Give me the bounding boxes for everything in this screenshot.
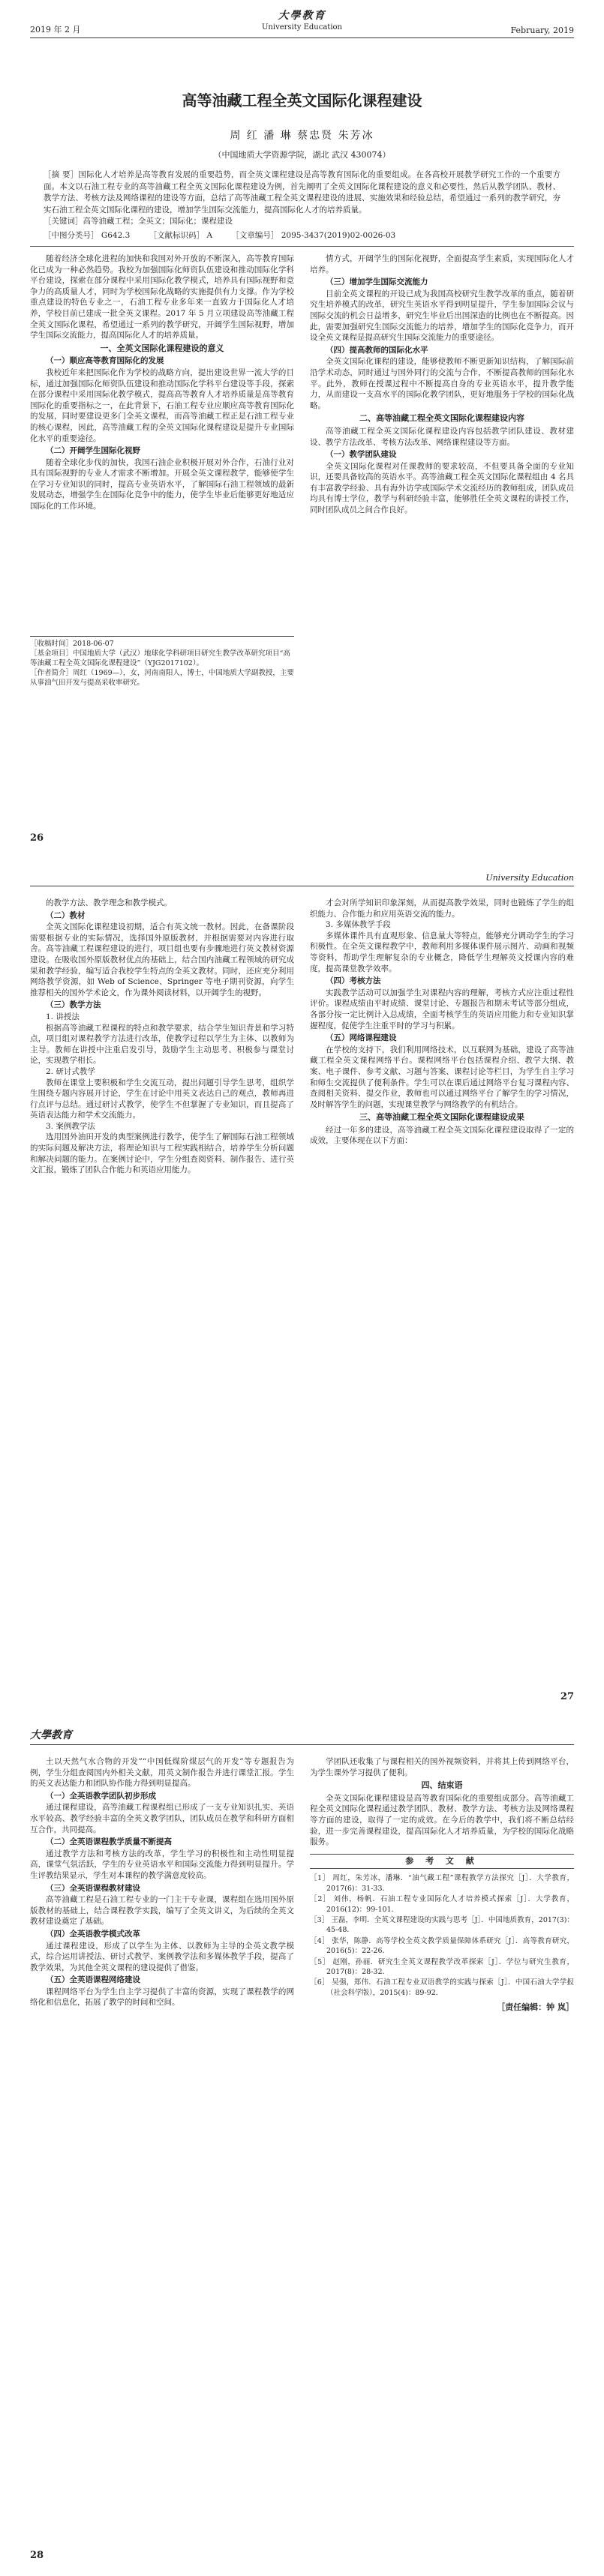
paragraph: 我校近年来把国际化作为学校的战略方向，提出建设世界一流大学的目标，通过加强国际化师资队伍建设和推动国际化学科平台建设等手段，探索在部分课程中采用国际化教学模式，提高高等教育人才培养质量是高等教育国际化的重要指标之一，在此背景下，石油工程专业应顺应高等教育国际化的发展，同时要建设更多门全英文课程，而高等油藏工程正是石油工程专业的核心课程，因此，高等油藏工程的全英文国际化课程建设是提升专业国际化水平的重要途径。 [30, 367, 294, 443]
section-heading: （一）全英语教学团队初步形成 [46, 1791, 156, 1801]
references-title: 参 考 文 献 [310, 1854, 574, 1870]
section-heading: （二）全英语课程教学质量不断提高 [46, 1837, 172, 1847]
column-right-body [310, 1756, 574, 1848]
paragraph: 实践教学活动可以加强学生对课程内容的理解，考核方式应注重过程性评价。课程成绩由平时成绩、课堂讨论、专题报告和期末考试等部分组成，各部分按一定比例计入总成绩，全面考核学生的英语应用能力和专业知识掌握程度，促使学生注重平时的学习与积累。 [310, 988, 574, 1030]
page-number: 27 [560, 1691, 574, 1702]
paragraph: 在学校的支持下，我们利用网络技术，以互联网为基础，建设了高等油藏工程全英文课程网络平台。课程网络平台包括课程介绍、教学大纲、教案、电子课件、参考文献、习题与答案、课程讨论等栏目，为学生自主学习和师生交流提供了便利条件。学生可以在课后通过网络平台复习课程内容、查阅相关资料、提交作业，教师也可以通过网络平台了解学生的学习情况，及时解答学生的问题，实现课堂教学与网络教学的有机结合。 [310, 1045, 574, 1109]
reference-item: ［4］ 张华，陈静．高等学校全英文教学质量保障体系研究［J］．高等教育研究，2016(5)：22-26． [310, 1936, 574, 1956]
article-authors: 周 红 潘 琳 蔡忠贤 朱芳冰 [230, 130, 374, 142]
keywords: ［关键词］高等油藏工程；全英文；国际化；课程建设 [44, 217, 233, 226]
received-date: ［收稿时间］2018-06-07 [30, 640, 114, 648]
section-heading: 四、结束语 [421, 1780, 463, 1791]
column-left [30, 1756, 294, 2008]
paragraph: 才会对所学知识印象深刻，从而提高教学效果，同时也锻炼了学生的组织能力、合作能力和应用英语交流的能力。 [310, 898, 574, 919]
column-right [310, 1756, 574, 2014]
reference-item: ［5］ 赵刚，孙丽．研究生全英文课程教学改革探索［J］．学位与研究生教育，2017(8)：28-32． [310, 1957, 574, 1976]
section-heading: 三、高等油藏工程全英文国际化课程建设成果 [359, 1112, 524, 1123]
column-left [30, 898, 294, 1176]
paragraph: 1. 讲授法 [46, 1012, 80, 1021]
paragraph: 课程网络平台为学生自主学习提供了丰富的资源，实现了课程教学的网络化和信息化，拓展了教学的时间和空间。 [30, 1987, 294, 2008]
paragraph: 高等油藏工程是石油工程专业的一门主干专业课，课程组在选用国外原版教材的基础上，结合课程教学实践，编写了全英文讲义，为后续的全英文教材建设奠定了基础。 [30, 1895, 294, 1927]
paragraph: 随着全球化步伐的加快，我国石油企业积极开展对外合作，石油行业对具有国际视野的专业人才需求不断增加。开展全英文课程教学，能够使学生在学习专业知识的同时，提高专业英语水平，了解国际石油工程领域的最新发展动态，增强学生在国际化竞争中的能力，使学生毕业后能够更好地适应国际化的工作环境。 [30, 457, 294, 511]
paragraph: 目前全英文课程的开设已成为我国高校研究生教学改革的重点，随着研究生培养模式的改革，研究生英语水平得到明显提升，学生参加国际会议与国际交流的机会日益增多，研究生毕业后出国深造的比例也在不断提高。因此，需要加强研究生国际交流能力的培养，增加学生的国际化竞争力，而开设全英文课程是提高研究生国际交流能力的重要途径。 [310, 289, 574, 343]
paragraph: 全英文国际化课程建设初期，适合有英文统一教材。因此，在备课阶段需要根据专业的实际情况，选择国外原版教材，并根据需要对内容进行取舍。高等油藏工程课程建设的进行，项目组也要有步骤地进行英文教材资源建设。在吸收国外原版教材优点的基础上，结合国内油藏工程领域的研究成果和教学经验，编写适合我校学生特点的全英文教材。同时，还应充分利用网络教学资源，如 Web of Science、Springer 等电子期刊资源，向学生推荐相关的国外学术论文，作为课外阅读材料，以开阔学生的视野。 [30, 922, 294, 997]
column-left [30, 253, 294, 512]
page-2 [0, 859, 604, 1717]
section-heading: 二、高等油藏工程全英文国际化课程建设内容 [359, 413, 524, 424]
section-heading: （五）网络课程建设 [326, 1033, 397, 1043]
page-header [30, 869, 574, 886]
paragraph: 的教学方法、教学理念和教学模式。 [46, 898, 172, 907]
article-number: ［文章编号］ 2095-3437(2019)02-0026-03 [231, 231, 396, 240]
paragraph: 通过教学方法和考核方法的改革，学生学习的积极性和主动性明显提高，课堂气氛活跃，学生的专业英语水平和国际交流能力得到明显提升。学生评教结果显示，学生对本课程的教学满意度较高。 [30, 1849, 294, 1880]
page-header [30, 1728, 574, 1745]
section-heading: （四）全英语教学模式改革 [46, 1929, 140, 1939]
abstract-text: ［摘 要］国际化人才培养是高等教育发展的重要趋势，而全英文课程建设是高等教育国际化的重要组成。在各高校开展教学研究工作的一个重要方面。本文以石油工程专业的高等油藏工程全英文国际化课程建设为例，首先阐明了全英文国际化课程建设的意义和必要性，然后从教学团队、教材、教学方法、考核方法及网络课程的建设等方面，总结了高等油藏工程全英文课程建设的进展、实施效果和经验总结，希望通过一系列的教学研究，夯实石油工程全英文国际化课程的建设，增加学生国际交流能力，提高国际化人才的培养质量。 [44, 170, 560, 214]
article-meta [44, 229, 560, 241]
paragraph: 教师在课堂上要积极和学生交流互动，提出问题引导学生思考，组织学生围绕专题内容展开讨论，学生在讨论中用英文表达自己的观点，教师再进行点评与总结。通过研讨式教学，使学生不但掌握了专业知识，而且提高了英语表达能力和学术交流能力。 [30, 1078, 294, 1120]
paragraph: 2. 研讨式教学 [46, 1066, 95, 1076]
divider [30, 246, 574, 247]
paragraph: 3. 多媒体教学手段 [326, 920, 391, 930]
section-heading: （四）考核方法 [326, 976, 381, 986]
paragraph: 随着经济全球化进程的加快和我国对外开放的不断深入，高等教育国际化已成为一种必然趋势。我校为加强国际化师资队伍建设和推动国际化学科平台建设，探索在部分课程中采用国际化教学模式，培养具有国际视野和竞争力的高质量人才，同时为学校国际化战略的实施提供有力支撑。作为学校重点建设的特色专业之一，石油工程专业多年来一直致力于国际化人才培养，学校目前已建成一批全英文课程。2017 年 5 月立项建设高等油藏工程全英文国际化课程，希望通过一系列的教学研究，开阔学生国际视野，增加学生国际交流能力，提高国际化人才的培养质量。 [30, 254, 294, 340]
journal-logo: 大學教育 University Education [262, 10, 342, 31]
column-right [310, 253, 574, 516]
page-3 [0, 1717, 604, 2576]
paragraph: 全英文国际化课程的建设，能够使教师不断更新知识结构，了解国际前沿学术动态，同时通过与国外同行的交流与合作，不断提高教师的国际化水平。此外，教师在授课过程中不断提高自身的专业英语水平，提升教学能力，从而建设一支高水平的国际化教学团队，更好地服务于学校的国际化战略。 [310, 357, 574, 410]
paragraph: 通过课程建设，形成了以学生为主体、以教师为主导的全英文教学模式，综合运用讲授法、研讨式教学、案例教学法和多媒体教学手段，提高了教学效果，为其他全英文课程的建设提供了借鉴。 [30, 1941, 294, 1972]
paragraph: 3. 案例教学法 [46, 1121, 95, 1131]
paragraph: 全英文国际化课程对任课教师的要求较高，不但要具备全面的专业知识，还要具备较高的英语水平。高等油藏工程全英文国际化课程组由 4 名具有丰富教学经验、具有海外访学或国际学术交流经历的教师组成，团队成员均具有博士学位，教学与科研经验丰富，能够胜任全英文课程的讲授工作，同时团队成员之间合作良好。 [310, 461, 574, 515]
author-affiliation: （中国地质大学资源学院，湖北 武汉 430074） [213, 150, 391, 160]
article-title: 高等油藏工程全英文国际化课程建设 [182, 91, 422, 109]
paragraph: 根据高等油藏工程课程的特点和教学要求，结合学生知识背景和学习特点，项目组对课程教学方法进行改革，使教学过程以学生为主体、以教师为主导。教师在讲授中注重启发引导，鼓励学生主动思考、积极参与课堂讨论，实现教学相长。 [30, 1023, 294, 1066]
fund-note: ［基金项目］中国地质大学（武汉）地球化学科研项目研究生教学改革研究项目“高等油藏工程全英文国际化课程建设”（YJG2017102）。 [30, 649, 290, 667]
paragraph: 土以天然气水合物的开发”“中国低煤阶煤层气的开发”等专题报告为例，学生分组查阅国内外相关文献，用英文制作报告并进行课堂汇报。学生的英文表达能力和团队协作能力得到明显提高。 [30, 1757, 294, 1789]
footnotes [30, 636, 294, 688]
paragraph: 经过一年多的建设，高等油藏工程全英文国际化课程建设取得了一定的成效，主要体现在以下方面： [310, 1125, 574, 1146]
issue-date-en: February, 2019 [510, 25, 574, 35]
document-code: ［文献标识码］ A [149, 231, 213, 240]
section-heading: （二）开阔学生国际化视野 [46, 446, 140, 456]
reference-item: ［6］ 吴强，郑伟．石油工程专业双语教学的实践与探索［J］．中国石油大学学报（社会科学版），2015(4)：89-92． [310, 1978, 574, 1997]
author-bio: ［作者简介］周红（1969—），女，河南南阳人，博士，中国地质大学副教授，主要从事油气田开发与提高采收率研究。 [30, 669, 294, 687]
column-right [310, 898, 574, 1147]
section-heading: （三）教学方法 [46, 1000, 101, 1010]
references-list [310, 1873, 574, 1998]
responsible-editor: ［责任编辑：钟 岚］ [497, 2002, 574, 2013]
clc-number: ［中图分类号］ G642.3 [44, 231, 131, 240]
section-heading: （一）顺应高等教育国际化的发展 [46, 356, 164, 366]
page-header [30, 10, 574, 38]
journal-name-en: University Education [485, 873, 574, 883]
section-heading: （一）教学团队建设 [326, 450, 397, 460]
reference-item: ［1］ 周红，朱芳冰，潘琳．“油气藏工程”课程教学方法探究［J］．大学教育，2017(6)：31-33． [310, 1874, 574, 1893]
issue-date: 2019 年 2 月 [30, 25, 81, 34]
section-heading: 一、全英文国际化课程建设的意义 [100, 343, 224, 353]
paragraph: 高等油藏工程全英文国际化课程建设内容包括教学团队建设、教材建设、教学方法改革、考核方法改革、网络课程建设等方面。 [310, 426, 574, 447]
reference-item: ［2］ 刘伟，杨帆．石油工程专业国际化人才培养模式探索［J］．大学教育，2016(12)：99-101． [310, 1895, 574, 1914]
page-number: 28 [30, 2550, 44, 2561]
reference-item: ［3］ 王磊，李明．全英文课程建设的实践与思考［J］．中国地质教育，2017(3)：45-48． [310, 1915, 574, 1935]
paragraph: 情方式，开阔学生的国际化视野，全面提高学生素质，实现国际化人才培养。 [310, 254, 574, 274]
page-1 [0, 0, 604, 859]
section-heading: （二）教材 [46, 910, 86, 920]
section-heading: （四）提高教师的国际化水平 [326, 345, 428, 355]
section-heading: （三）全英语课程教材建设 [46, 1883, 140, 1893]
journal-logo: 大學教育 [30, 1729, 72, 1741]
abstract [44, 169, 560, 228]
page-number: 26 [30, 832, 44, 844]
section-heading: （三）增加学生国际交流能力 [326, 277, 428, 287]
paragraph: 全英文国际化课程建设是高等教育国际化的重要组成部分。高等油藏工程全英文国际化课程通过教学团队、教材、教学方法、考核方法及网络课程等方面的建设，取得了一定的成效。在今后的教学中，我们将不断总结经验，进一步完善课程建设，提高国际化人才培养质量，为学校的国际化战略服务。 [310, 1793, 574, 1847]
paragraph: 多媒体课件具有直观形象、信息量大等特点，能够充分调动学生的学习积极性。在全英文课程教学中，教师利用多媒体课件展示图片、动画和视频等资料，帮助学生理解复杂的专业概念，降低学生理解英文授课内容的难度，提高课堂教学效率。 [310, 931, 574, 973]
paragraph: 学团队还收集了与课程相关的国外视频资料，并将其上传到网络平台，为学生课外学习提供了便利。 [310, 1757, 574, 1777]
paragraph: 选用国外油田开发的典型案例进行教学，使学生了解国际石油工程领域的实际问题及解决方法，将理论知识与工程实践相结合，培养学生分析问题和解决问题的能力。在案例讨论中，学生分组查阅资料、制作报告、进行英文汇报，锻炼了团队合作能力和英语应用能力。 [30, 1132, 294, 1175]
paragraph: 通过课程建设，高等油藏工程课程组已形成了一支专业知识扎实、英语水平较高、教学经验丰富的全英文教学团队，团队成员在教学和科研方面相互合作，共同提高。 [30, 1803, 294, 1834]
section-heading: （五）全英语课程网络建设 [46, 1975, 140, 1985]
